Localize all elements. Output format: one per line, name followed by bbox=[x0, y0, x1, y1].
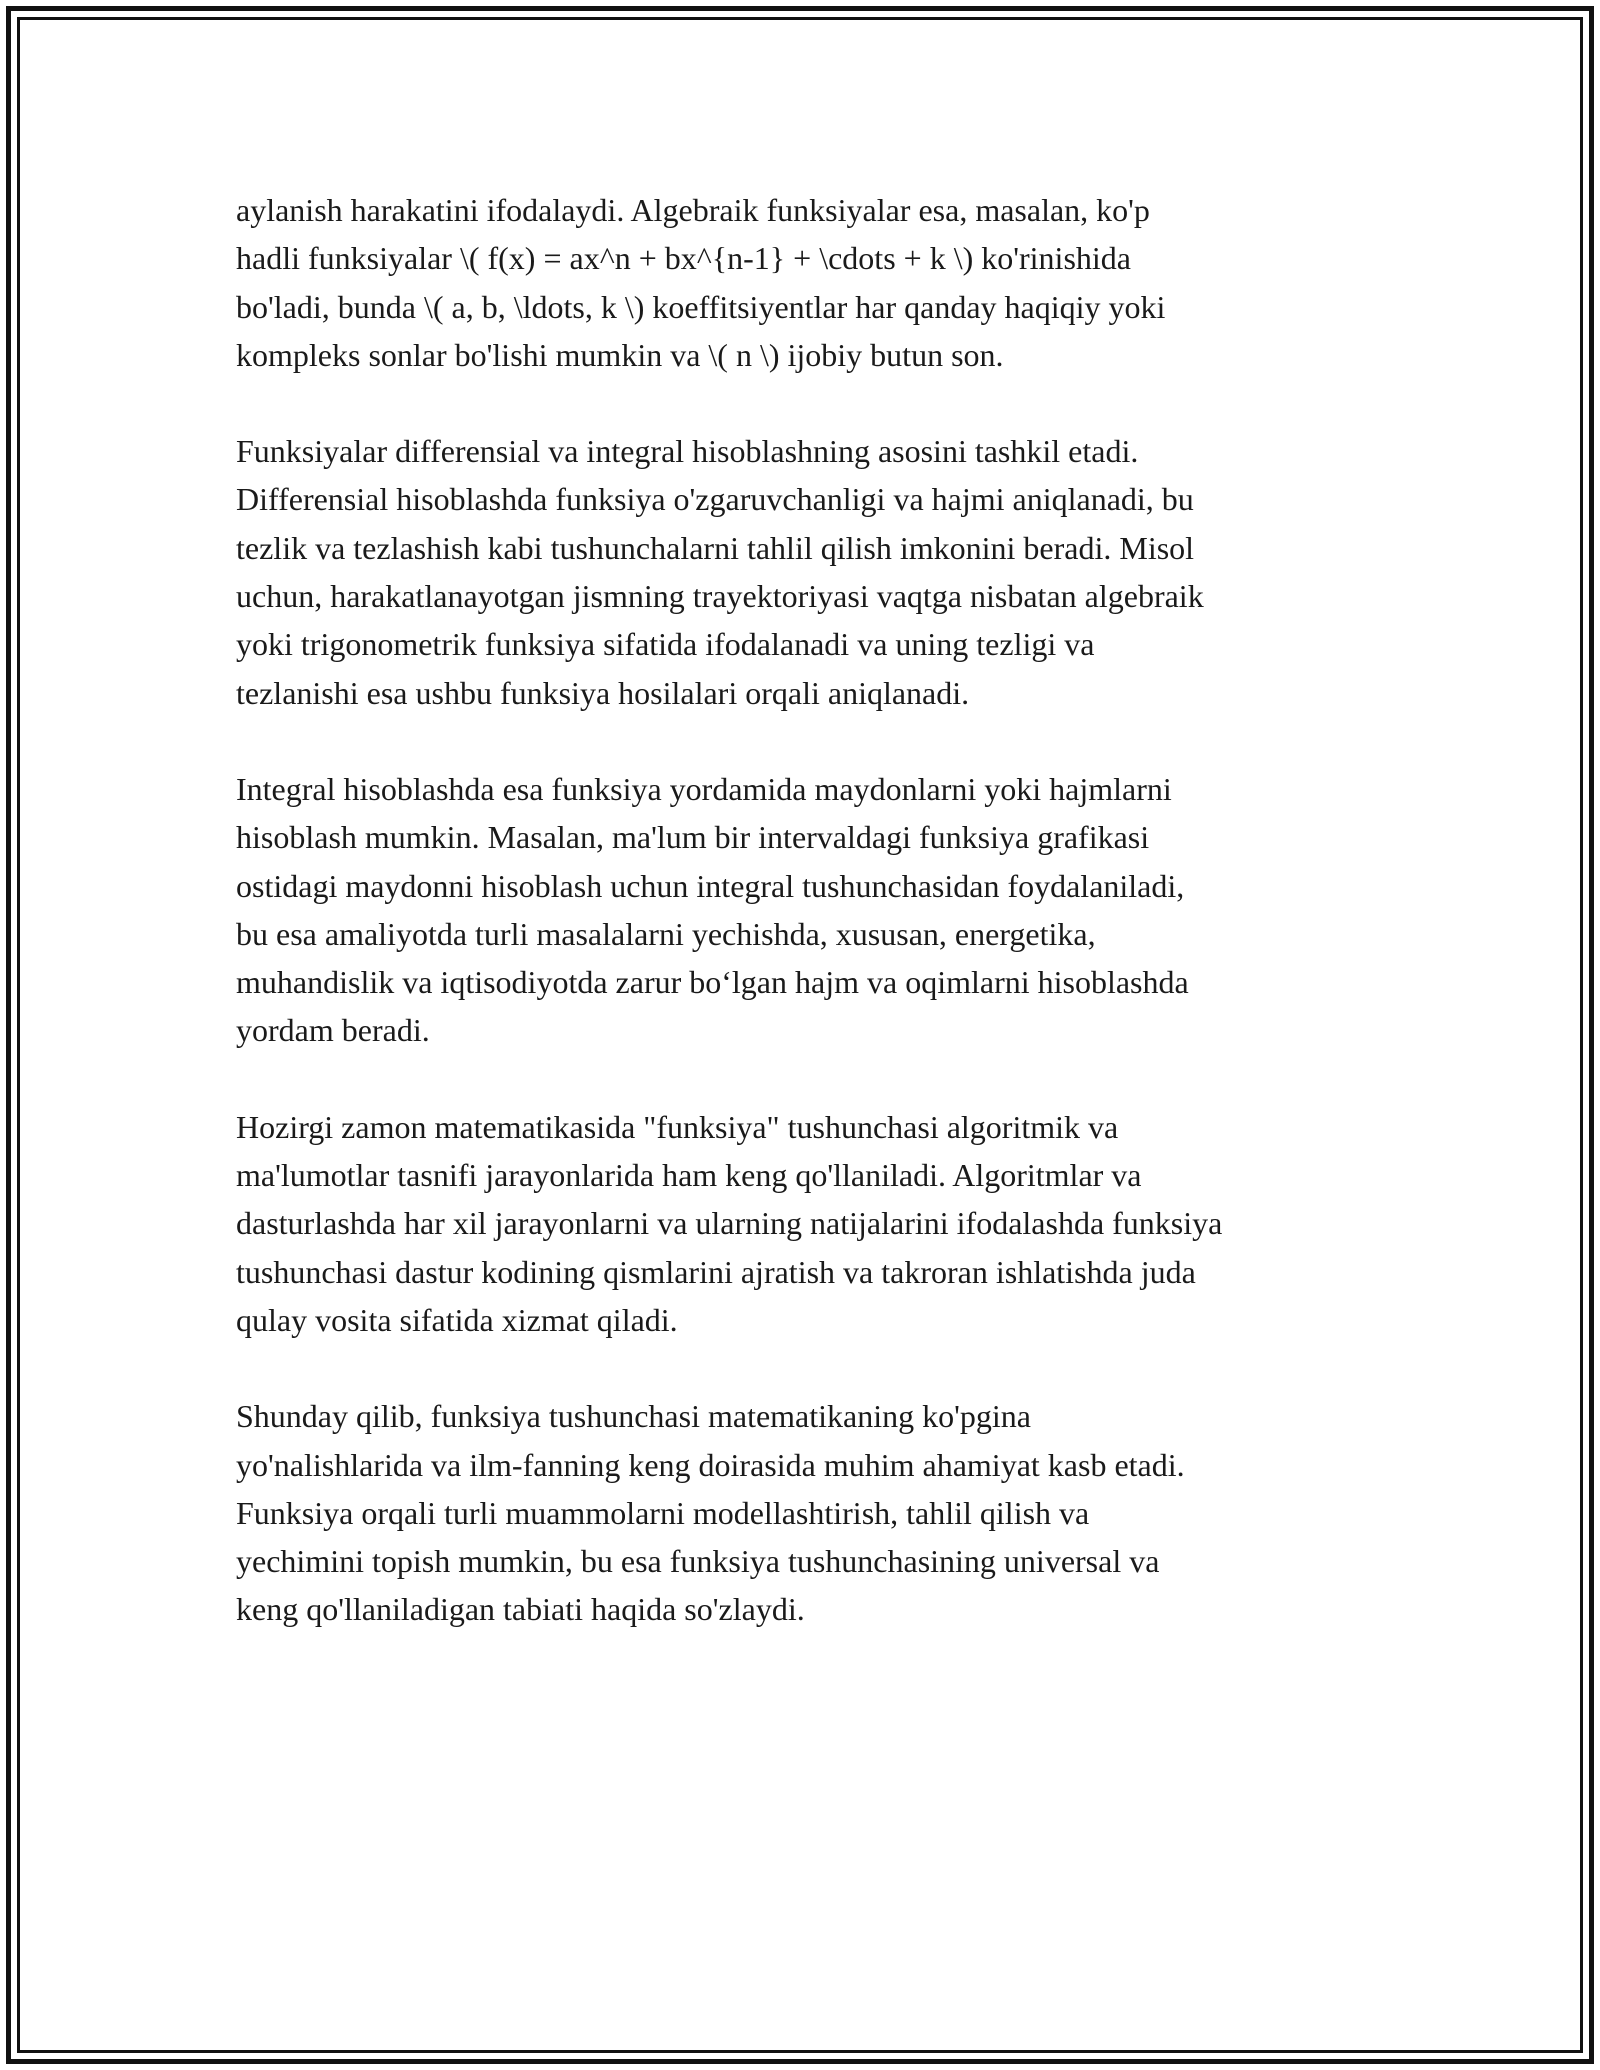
text-line: bu esa amaliyotda turli masalalarni yechishda, xususan, energetika, bbox=[236, 915, 1096, 952]
text-line: aylanish harakatini ifodalaydi. Algebraik funksiyalar esa, masalan, ko'p bbox=[236, 192, 1150, 228]
text-line: yoki trigonometrik funksiya sifatida ifodalanadi va uning tezligi va bbox=[236, 626, 1095, 663]
text-line: ostidagi maydonni hisoblash uchun integral tushunchasidan foydalaniladi, bbox=[236, 867, 1185, 904]
text-line: yordam beradi. bbox=[236, 1012, 430, 1049]
paragraph-2 bbox=[236, 427, 1376, 717]
text-line: Funksiyalar differensial va integral hisoblashning asosini tashkil etadi. bbox=[236, 433, 1139, 470]
text-line: keng qo'llaniladigan tabiati haqida so'zlaydi. bbox=[236, 1591, 805, 1628]
text-line: ma'lumotlar tasnifi jarayonlarida ham keng qo'llaniladi. Algoritmlar va bbox=[236, 1157, 1142, 1194]
text-line: kompleks sonlar bo'lishi mumkin va \( n \) ijobiy butun son. bbox=[236, 336, 1004, 373]
text-line: Hozirgi zamon matematikasida "funksiya" tushunchasi algoritmik va bbox=[236, 1108, 1119, 1145]
text-line: bo'ladi, bunda \( a, b, \ldots, k \) koeffitsiyentlar har qanday haqiqiy yoki bbox=[236, 288, 1166, 325]
text-line: hadli funksiyalar \( f(x) = ax^n + bx^{n-1} + \cdots + k \) ko'rinishida bbox=[236, 240, 1131, 277]
text-line: yo'nalishlarida va ilm-fanning keng doirasida muhim ahamiyat kasb etadi. bbox=[236, 1446, 1185, 1483]
text-line: Shunday qilib, funksiya tushunchasi matematikaning ko'pgina bbox=[236, 1398, 1031, 1435]
document-body bbox=[236, 186, 1376, 1682]
text-line: muhandislik va iqtisodiyotda zarur bo‘lgan hajm va oqimlarni hisoblashda bbox=[236, 964, 1189, 1001]
paragraph-4 bbox=[236, 1103, 1376, 1344]
text-line: tushunchasi dastur kodining qismlarini ajratish va takroran ishlatishda juda bbox=[236, 1253, 1196, 1290]
text-line: yechimini topish mumkin, bu esa funksiya tushunchasining universal va bbox=[236, 1543, 1160, 1580]
text-line: qulay vosita sifatida xizmat qiladi. bbox=[236, 1301, 678, 1338]
paragraph-1 bbox=[236, 186, 1376, 379]
text-line: hisoblash mumkin. Masalan, ma'lum bir intervaldagi funksiya grafikasi bbox=[236, 819, 1150, 856]
text-line: Integral hisoblashda esa funksiya yordamida maydonlarni yoki hajmlarni bbox=[236, 770, 1172, 807]
text-line: dasturlashda har xil jarayonlarni va ularning natijalarini ifodalashda funksiya bbox=[236, 1205, 1223, 1242]
paragraph-3 bbox=[236, 765, 1376, 1055]
paragraph-5 bbox=[236, 1392, 1376, 1633]
text-line: uchun, harakatlanayotgan jismning trayektoriyasi vaqtga nisbatan algebraik bbox=[236, 578, 1204, 615]
text-line: Differensial hisoblashda funksiya o'zgaruvchanligi va hajmi aniqlanadi, bu bbox=[236, 481, 1194, 518]
text-line: tezlik va tezlashish kabi tushunchalarni tahlil qilish imkonini beradi. Misol bbox=[236, 529, 1195, 566]
text-line: Funksiya orqali turli muammolarni modellashtirish, tahlil qilish va bbox=[236, 1494, 1090, 1531]
text-line: tezlanishi esa ushbu funksiya hosilalari orqali aniqlanadi. bbox=[236, 674, 970, 711]
